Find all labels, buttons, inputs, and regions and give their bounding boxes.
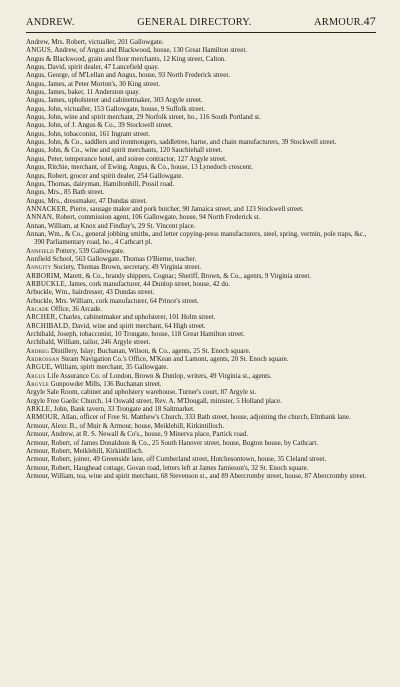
directory-entry xyxy=(26,146,376,154)
directory-entry xyxy=(26,138,376,146)
directory-entry xyxy=(26,88,376,96)
directory-entry xyxy=(26,447,376,455)
entry-text: Armour, Andrew, at R. S. Newall & Co's., house, 9 Minerva place, Partick road. xyxy=(26,430,249,439)
entry-text: Charles, cabinetmaker and upholsterer, 101 Holm street. xyxy=(57,313,216,322)
page-number: 47 xyxy=(363,14,376,28)
entry-text: Robert, commission agent, 106 Gallowgate, house, 94 North Frederick st. xyxy=(54,213,261,222)
entry-text: Argyle Free Gaelic Church, 14 Oswald street, Rev. A. M'Dougall, minister, 5 Holland place. xyxy=(26,396,282,405)
directory-entry xyxy=(26,180,376,188)
entry-text: Angus, Peter, temperance hotel, and soiree contractor, 127 Argyle street. xyxy=(26,154,227,163)
directory-entry xyxy=(26,430,376,438)
entry-lead: ANGUS, xyxy=(26,46,53,55)
entry-text: Armour, Robert, Haughead cottage, Govan road, letters left at James Jamieson's, 32 St. Enoch square. xyxy=(26,463,309,472)
entry-text: Gunpowder Mills, 136 Buchanan street. xyxy=(48,380,162,389)
directory-entry xyxy=(26,280,376,288)
directory-entry xyxy=(26,80,376,88)
directory-entry xyxy=(26,96,376,104)
directory-entry xyxy=(26,105,376,113)
directory-entry xyxy=(26,230,376,247)
directory-entry xyxy=(26,46,376,54)
header-left: ANDREW. xyxy=(26,17,75,28)
entry-text: Life Assurance Co. of London, Brown & Dunlop, writers, 49 Virginia st., agents. xyxy=(45,371,272,380)
entry-text: Angus, John, wine and spirit merchant, 29 Norfolk street, ho., 116 South Portland st. xyxy=(26,113,261,122)
entry-text: Angus, Thomas, dairyman, Hamiltonhill, Possil road. xyxy=(26,179,175,188)
entry-text: Angus, John, & Co., wine and spirit merchants, 120 Sauchiehall street. xyxy=(26,146,223,155)
entry-text: Annan, Wm., & Co., general jobbing smiths, and letter copying-press manufacturers, steel, spring, vermin, pole traps, &c., 390 Parliamentary road, ho., 4 Cathcart pl. xyxy=(26,229,367,247)
entry-text: Annan, William, at Knox and Findlay's, 29 St. Vincent place. xyxy=(26,221,196,230)
directory-entry xyxy=(26,472,376,480)
entry-text: Angus & Blackwood, grain and flour merchants, 12 King street, Calton. xyxy=(26,54,226,63)
header-rule xyxy=(26,32,376,33)
directory-entry xyxy=(26,305,376,313)
directory-entry xyxy=(26,388,376,396)
entry-lead: Ardbeg xyxy=(26,346,50,355)
directory-entries xyxy=(26,38,376,480)
entry-text: Angus, John, tobacconist, 161 Ingram street. xyxy=(26,129,150,138)
entry-text: Angus, John, & Co., saddlers and ironmongers, saddletree, harne, and chain manufacturers, 39 Stockwell street. xyxy=(26,138,337,147)
entry-text: James, cork manufacturer, 44 Dunlop street, house, 42 do. xyxy=(66,279,231,288)
entry-text: David, wine and spirit merchant, 64 High street. xyxy=(70,321,206,330)
directory-entry xyxy=(26,330,376,338)
directory-entry xyxy=(26,405,376,413)
directory-entry xyxy=(26,205,376,213)
entry-text: Armour, William, tea, wine and spirit merchant, 68 Stevenson st., and 89 Abercromby street, house, 87 Abercromby street. xyxy=(26,471,367,480)
directory-entry xyxy=(26,130,376,138)
entry-text: Argyle Sale Room, cabinet and upholstery warehouse, Turner's court, 87 Argyle st. xyxy=(26,388,257,397)
directory-entry xyxy=(26,71,376,79)
directory-entry xyxy=(26,197,376,205)
directory-entry xyxy=(26,263,376,271)
entry-text: Andrew, of Angus and Blackwood, house, 130 Great Hamilton street. xyxy=(52,46,247,55)
entry-lead: Argus xyxy=(26,371,46,380)
entry-text: Armour, Alexr. B., of Muir & Armour, house, Meiklehill, Kirkintilloch. xyxy=(26,421,225,430)
directory-entry xyxy=(26,313,376,321)
entry-text: Office, 36 Arcade. xyxy=(49,305,102,313)
entry-text: Angus, John, victualler, 153 Gallowgate, house, 9 Suffolk street. xyxy=(26,104,206,113)
directory-entry xyxy=(26,222,376,230)
running-header xyxy=(26,14,376,32)
entry-text: Archibald, William, tailor, 246 Argyle street. xyxy=(26,338,151,347)
entry-text: Society, Thomas Brown, secretary, 49 Virginia street. xyxy=(51,263,202,272)
directory-entry xyxy=(26,255,376,263)
header-right: ARMOUR. xyxy=(313,17,364,28)
directory-entry xyxy=(26,455,376,463)
entry-text: Angus, Robert, grocer and spirit dealer, 254 Gallowgate. xyxy=(26,171,184,180)
entry-text: Angus, Mrs., dressmaker, 47 Dundas street. xyxy=(26,196,148,205)
directory-entry xyxy=(26,155,376,163)
entry-text: Angus, John, of J. Angus & Co., 39 Stockwell street. xyxy=(26,121,173,130)
entry-text: Pierre, sausage maker and pork butcher, 90 Jamaica street, and 123 Stockwell street. xyxy=(68,204,304,213)
directory-entry xyxy=(26,363,376,371)
directory-entry xyxy=(26,188,376,196)
entry-lead: ARCHER, xyxy=(26,313,58,322)
directory-entry xyxy=(26,439,376,447)
entry-text: Armour, Robert, of James Donaldson & Co., 25 South Hanover street, house, Bogton house, by Cathcart. xyxy=(26,438,319,447)
entry-lead: Arcade xyxy=(26,305,50,313)
directory-entry xyxy=(26,372,376,380)
directory-entry xyxy=(26,355,376,363)
directory-entry xyxy=(26,380,376,388)
entry-lead: ANNAN, xyxy=(26,213,54,222)
entry-text: Arbuckle, Wm., hairdresser, 43 Dundas street. xyxy=(26,288,155,297)
entry-text: Andrew, Mrs. Robert, victualler, 201 Gallowgate. xyxy=(26,38,164,46)
entry-text: John, Bank tavern, 33 Trongate and 18 Saltmarket. xyxy=(52,405,195,414)
entry-lead: Argyle xyxy=(26,380,49,389)
entry-text: Annfield School, 563 Gallowgate, Thomas O'Bierne, teacher. xyxy=(26,254,197,263)
directory-entry xyxy=(26,464,376,472)
directory-entry xyxy=(26,272,376,280)
entry-text: Armour, Robert, joiner, 49 Greenside lane, off Cumberland street, Hutchesontown, house, 35 Cleland street. xyxy=(26,455,327,464)
entry-text: William, spirit merchant, 35 Gallowgate. xyxy=(52,363,169,372)
entry-text: Steam Navigation Co.'s Office, M'Kean and Lamont, agents, 20 St. Enoch square. xyxy=(59,355,289,364)
entry-text: Angus, Ritchie, merchant, of Ewing, Angus, & Co., house, 13 Lynedoch crescent. xyxy=(26,163,253,172)
entry-text: Distillery, Islay; Buchanan, Wilson, & Co., agents, 25 St. Enoch square. xyxy=(49,346,251,355)
directory-entry xyxy=(26,172,376,180)
entry-lead: ARMOUR, xyxy=(26,413,60,422)
entry-lead: Ardrossan xyxy=(26,355,60,364)
entry-text: Angus, James, at Peter Morton's, 30 King street. xyxy=(26,79,161,88)
entry-text: Allan, officer of Free St. Matthew's Church, 333 Bath street, house, adjoining the church, Elmbank lane. xyxy=(59,413,351,422)
directory-entry xyxy=(26,322,376,330)
directory-entry xyxy=(26,63,376,71)
directory-entry xyxy=(26,163,376,171)
directory-entry xyxy=(26,338,376,346)
entry-text: Angus, James, baker, 11 Anderston quay. xyxy=(26,88,141,97)
entry-text: Arbuckle, Mrs. William, cork manufacturer, 64 Prince's street. xyxy=(26,296,199,305)
directory-entry xyxy=(26,121,376,129)
directory-entry xyxy=(26,422,376,430)
header-center: GENERAL DIRECTORY. xyxy=(137,17,252,28)
directory-entry xyxy=(26,397,376,405)
entry-lead: ARBORIM, xyxy=(26,271,62,280)
entry-text: Angus, David, spirit dealer, 47 Lancefield quay. xyxy=(26,63,159,72)
entry-text: Angus, George, of M'Lellan and Angus, house, 93 North Frederick street. xyxy=(26,71,231,80)
entry-lead: ARKLE, xyxy=(26,405,53,414)
entry-lead: ARCHIBALD, xyxy=(26,321,71,330)
entry-text: Archibald, Joseph, tobacconist, 10 Trongate, house, 118 Great Hamilton street. xyxy=(26,330,245,339)
directory-entry xyxy=(26,113,376,121)
entry-lead: ANNACKER, xyxy=(26,204,69,213)
entry-lead: ARBUCKLE, xyxy=(26,279,67,288)
directory-entry xyxy=(26,413,376,421)
directory-entry xyxy=(26,247,376,255)
entry-text: Pottery, 539 Gallowgate. xyxy=(54,246,125,255)
directory-entry xyxy=(26,288,376,296)
directory-entry xyxy=(26,297,376,305)
entry-lead: Annfield xyxy=(26,246,54,255)
entry-text: Armour, Robert, Meiklehill, Kirkintilloch. xyxy=(26,446,144,455)
directory-entry xyxy=(26,38,376,46)
directory-entry xyxy=(26,55,376,63)
entry-text: Angus, James, upholsterer and cabinetmaker, 303 Argyle street. xyxy=(26,96,203,105)
directory-entry xyxy=(26,347,376,355)
entry-text: Angus, Mrs., 85 Bath street. xyxy=(26,188,105,197)
directory-entry xyxy=(26,213,376,221)
entry-text: Marett, & Co., brandy shippers, Cognac; Sheriff, Brown, & Co., agents, 9 Virginia street. xyxy=(61,271,312,280)
entry-lead: ARGUE, xyxy=(26,363,53,372)
entry-lead: Annuity xyxy=(26,263,52,272)
